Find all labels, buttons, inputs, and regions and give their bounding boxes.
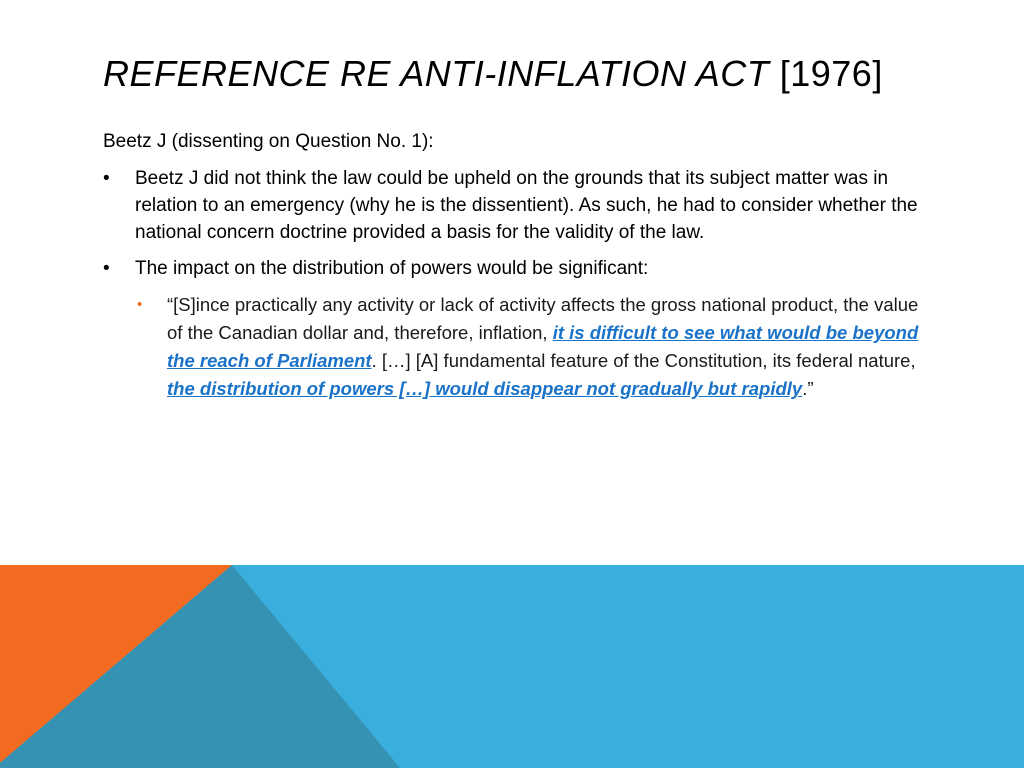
bullet-marker: • xyxy=(103,168,110,189)
slide-body xyxy=(103,128,923,403)
bullet-text: Beetz J did not think the law could be upheld on the grounds that its subject matter was in relation to an emergency (why he is the dissentient). As such, he had to consider whether the national concern doctrine provided a basis for the validity of the law. xyxy=(135,168,918,243)
quote-text-part1: “[S]ince practically any activity or lack of activity affects the gross national product, the value of the Canadian dollar and, therefore, inflation, xyxy=(167,294,919,343)
decorative-band xyxy=(0,565,1024,768)
quote-link-distribution-of-powers[interactable]: the distribution of powers […] would disappear not gradually but rapidly xyxy=(167,378,803,399)
bullet-marker: • xyxy=(103,258,110,279)
lead-text: Beetz J (dissenting on Question No. 1): xyxy=(103,131,434,152)
bullet-item xyxy=(103,165,923,246)
quote-sub-bullet xyxy=(103,291,923,403)
quote-text-part3: .” xyxy=(802,378,814,399)
quote-text-part2: . […] [A] fundamental feature of the Constitution, its federal nature, xyxy=(371,350,916,371)
quote-link-reach-of-parliament[interactable]: it is difficult to see what would be beyond the reach of Parliament xyxy=(167,322,919,371)
title-year: [1976] xyxy=(779,53,883,94)
bullet-item xyxy=(103,255,923,282)
slide-title xyxy=(103,52,963,96)
title-italic: REFERENCE RE ANTI-INFLATION ACT xyxy=(103,53,770,94)
bullet-text: The impact on the distribution of powers would be significant: xyxy=(135,258,649,279)
sub-bullet-marker: • xyxy=(137,296,143,313)
